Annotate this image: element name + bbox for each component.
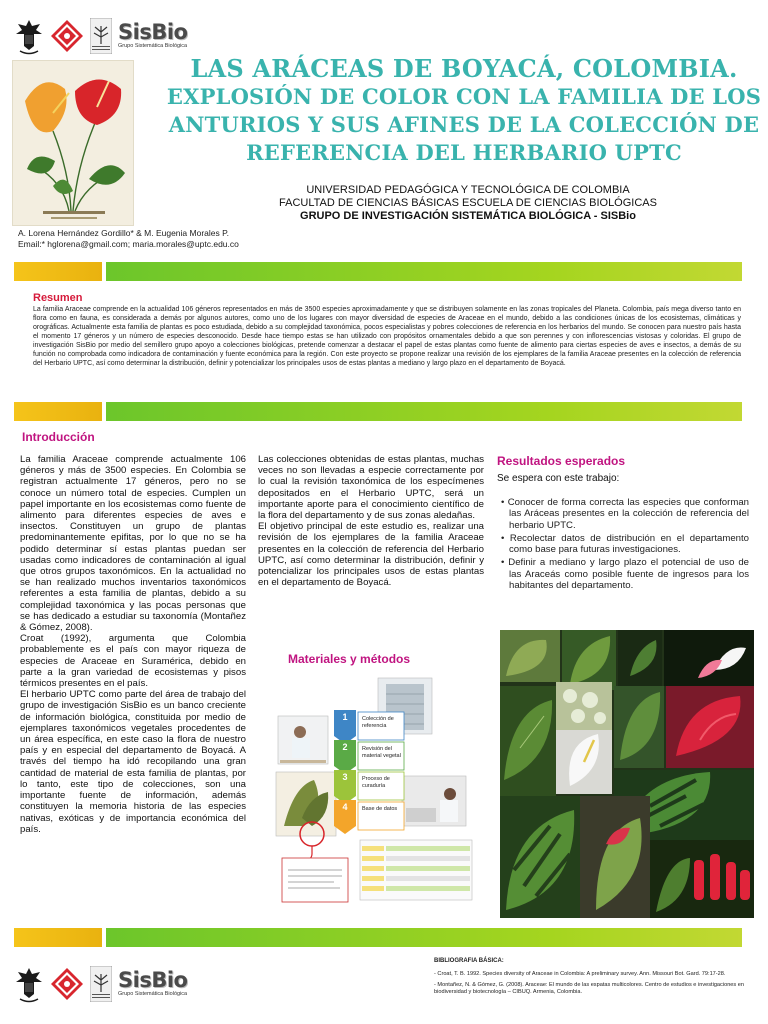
anthurium-drawing-icon: [13, 61, 133, 225]
middle-column-text: [258, 454, 484, 588]
resultados-item-2: • Recolectar datos de distribución en el departamento como base para futuras investigaciones.: [501, 532, 749, 556]
method-step-1-label: Colección de referencia: [362, 716, 394, 729]
method-step-2: 2: [342, 742, 348, 752]
middle-paragraph-2: El objetivo principal de este estudio es, realizar una revisión de los ejemplares de la familia Araceae presentes en la colección de referencia del Herbario UPTC, así como determinar la distribución, definir y potencializar los principales usos de estas plantas en el departamento de Boyacá.: [258, 521, 484, 589]
anthurium-illustration: [12, 60, 134, 226]
resultados-heading: Resultados esperados: [497, 454, 626, 468]
faculty-name: FACULTAD DE CIENCIAS BÁSICAS ESCUELA DE CIENCIAS BIOLÓGICAS: [279, 197, 657, 209]
introduccion-paragraph-3: El herbario UPTC como parte del área de trabajo del grupo de investigación SisBio es un banco creciente de información biológica, constituida por medio de ejemplares taxonómicos vegetales procedentes de un área específica, en este caso la flora de nuestro país y en especial del departamento de Boyacá. A través del tiempo ha idó recopilando una gran cantidad de material de esta familia de plantas, por lo tanto, este tipo de colecciones, son una importante fuente de información, además constituyen la memoria historia de las especies nativas, exóticas y de importancia económica del país.: [20, 689, 246, 835]
method-step-4-label: Base de datos: [362, 806, 398, 812]
university-name: UNIVERSIDAD PEDAGÓGICA Y TECNOLÓGICA DE COLOMBIA: [306, 184, 630, 196]
methods-diagram: [274, 676, 484, 908]
bibliografia-ref-2: - Montañez, N. & Gómez, G. (2008). Araceae: El mundo de las espatas multicolores. Centro de estudios e investigaciones en biodiversidad y biotecnología – CIBUQ. Armenia, Colombia.: [434, 982, 744, 995]
sisbio-logo-subtitle: Grupo Sistemática Biológica: [118, 43, 188, 50]
divider-bar-yellow-1: [14, 262, 102, 281]
authors-block: [18, 228, 278, 250]
herbarium-logo-footer-icon: [90, 966, 112, 1002]
bibliografia-ref-1: - Croat, T. B. 1992. Species diversity of Araceae in Colombia: A preliminary survey. Ann. Missouri Bot. Gard. 79:17-28.: [434, 971, 726, 977]
divider-bar-yellow-3: [14, 928, 102, 947]
header-logos: [14, 16, 187, 56]
resultados-list: [497, 497, 749, 593]
resultados-lead: Se espera con este trabajo:: [497, 473, 620, 484]
resultados-item-3: • Definir a mediano y largo plazo el potencial de uso de las Araceás como posible fuente de ingresos para los habitantes del departamento.: [501, 557, 749, 592]
sisbio-logo: [118, 22, 187, 50]
introduccion-heading: Introducción: [22, 430, 95, 444]
bibliografia-heading: BIBLIOGRAFIA BÁSICA:: [434, 958, 504, 964]
sisbio-logo-name: SisBio: [118, 20, 188, 45]
sisbio-logo-footer: [118, 970, 187, 998]
herbarium-logo-icon: [90, 18, 112, 54]
method-step-4: 4: [342, 802, 348, 812]
divider-bar-yellow-2: [14, 402, 102, 421]
introduccion-text: [20, 454, 246, 835]
uptc-diamond-logo-footer-icon: [50, 967, 84, 1001]
resumen-heading: Resumen: [33, 292, 83, 304]
sisbio-footer-subtitle: Grupo Sistemática Biológica: [118, 991, 188, 998]
resultados-item-1: • Conocer de forma correcta las especies que conforman las Aráceas presentes en la colección de referencia del herbario UPTC.: [501, 497, 749, 531]
methods-photo-collage-icon: [274, 676, 484, 908]
method-step-2-label: Revisión del material vegetal: [362, 746, 401, 759]
author-emails[interactable]: Email:* hglorena@gmail.com; maria.morales@uptc.edu.co: [18, 239, 239, 249]
divider-bar-green-2: [106, 402, 742, 421]
poster-title: [150, 54, 768, 167]
resumen-text: La familia Araceae comprende en la actualidad 106 géneros representados en más de 3500 especies aproximadamente y que se distribuyen solamente en las zonas tropicales del Planeta. Colombia, país mega diverso tanto en flora como en fauna, es considerada a demás por algunos autores, como uno de los lugares con mayor diversidad de especies de Araceae en el mundo, debido a las condiciones únicas de los ecosistemas, climáticas y orográficas. Actualmente esta familia de plantas es poco estudiada, debido a su complejidad taxonómica, pocos especialistas y pobres colecciones de referencia en los herbarios del mundo. Se conocen para nuestro país hasta el momento 17 géneros y un número de especies desconocido. Desde hace tiempo estas se han utilizado con propósitos ornamentales debido a que son perennes y con inflorescencias vistosas y coloridas. El grupo de investigación SisBio por medio del semillero grupo apoyo a colecciones biológicas, pretende comenzar a destacar el papel de estas plantas como fuente de alimento para ciertas especies de aves e insectos, a demás de su función no comprobada como indicadora de contaminación y fuente económica para la región. Con este proyecto se propone realizar una revisión de los ejemplares de la familia Araceae presentes en la colección de referencia del Herbario UPTC, así como determinar la distribución, definir y potencializar los principales usos de estas plantas a mediano y largo plazo en el departamento de Boyacá.: [33, 306, 741, 367]
research-group-name: GRUPO DE INVESTIGACIÓN SISTEMÁTICA BIOLÓGICA - SISBio: [300, 210, 636, 222]
colombia-coat-of-arms-footer-icon: [14, 964, 44, 1004]
divider-bar-green-1: [106, 262, 742, 281]
araceae-photos-icon: [500, 630, 754, 918]
footer-logos: [14, 964, 187, 1004]
institution-block: [228, 184, 708, 223]
author-names: A. Lorena Hernández Gordillo* & M. Eugenia Morales P.: [18, 228, 230, 238]
bibliografia-block: [434, 958, 760, 1000]
middle-paragraph-1: Las colecciones obtenidas de estas plantas, muchas veces no son llevadas a especie correctamente por lo cual la revisión taxonómica de los especímenes depositados en el Herbario UPTC, será un importante aporte para el conocimiento científico de la flora del departamento y de sus zonas aledañas.: [258, 454, 484, 522]
method-step-3: 3: [342, 772, 348, 782]
divider-bar-green-3: [106, 928, 742, 947]
araceae-photo-collage: [500, 630, 754, 918]
sisbio-footer-name: SisBio: [118, 968, 188, 993]
introduccion-paragraph-1: La familia Araceae comprende actualmente 106 géneros y más de 3500 especies. En Colombia se registran actualmente 17 géneros, pero no se conoce un número total de especies. Cumplen un papel importante en los ecosistemas como fuente de alimento para diferentes especies de aves e insectos. Constituyen un grupo de plantas predominantemente epifitas, por lo que no se ha podido determinar sí estas plantas puedan ser usadas como indicadores de contaminación al igual que otros grupos taxonómicos. En la actualidad no se han realizado muchos inventarios taxonómicos referentes a esta familia de plantas, debido a su complejidad taxonómica y las pocas personas que se has dedicado a estudiar su taxonomía (Montañez & Gómez, 2008).: [20, 454, 246, 634]
method-step-1: 1: [342, 712, 348, 722]
title-line-3: ANTURIOS Y SUS AFINES DE LA COLECCIÓN DE: [168, 112, 760, 137]
materiales-heading: Materiales y métodos: [288, 652, 411, 666]
colombia-coat-of-arms-icon: [14, 16, 44, 56]
uptc-diamond-logo-icon: [50, 19, 84, 53]
title-line-2: EXPLOSIÓN DE COLOR CON LA FAMILIA DE LOS: [166, 84, 762, 109]
title-line-1: LAS ARÁCEAS DE BOYACÁ, COLOMBIA.: [190, 54, 738, 83]
method-step-3-label: Proceso de curaduría: [362, 776, 390, 789]
title-line-4: REFERENCIA DEL HERBARIO UPTC: [246, 140, 682, 165]
introduccion-paragraph-2: Croat (1992), argumenta que Colombia probablemente es el país con mayor riqueza de especies de Araceae en Suramérica, debido en parte a la gran variedad de ecosistemas y pisos térmicos presentes en el país.: [20, 633, 246, 690]
